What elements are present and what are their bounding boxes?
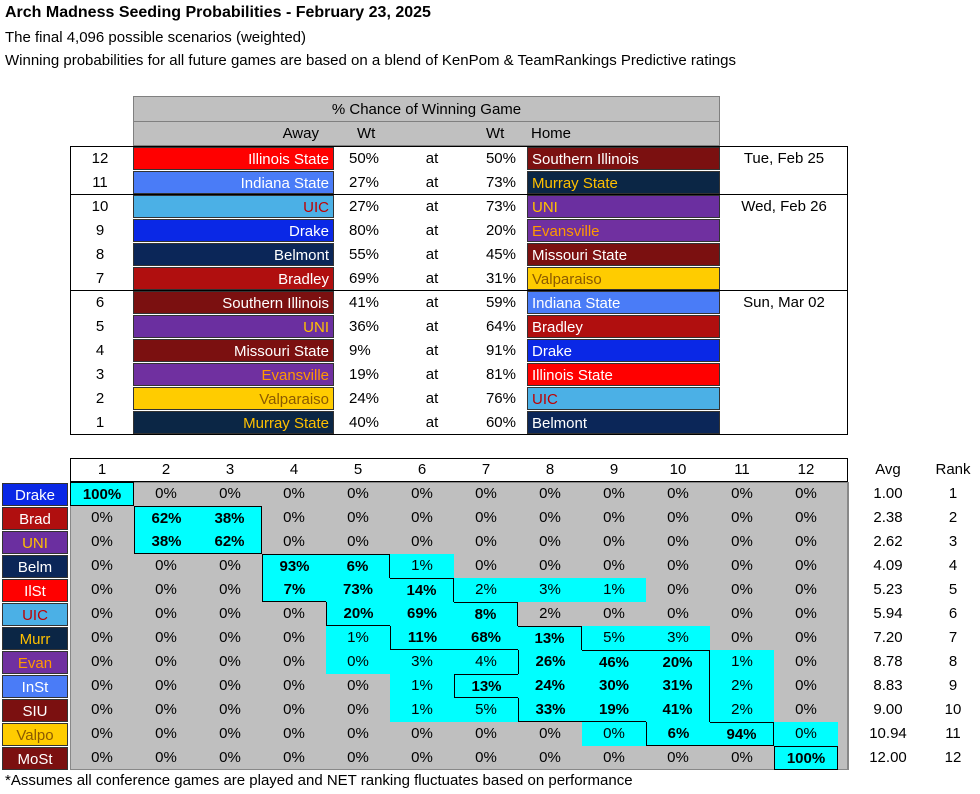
seed-probability: 0%: [603, 749, 625, 766]
game-number: 2: [95, 390, 105, 407]
seed-probability: 2%: [731, 701, 753, 718]
seed-probability: 0%: [539, 557, 561, 574]
team-label: InSt: [2, 675, 68, 698]
seed-probability: 69%: [406, 605, 438, 622]
seed-probability: 46%: [582, 650, 646, 674]
seed-probability: 3%: [539, 581, 561, 598]
avg-seed: 4.09: [873, 557, 903, 574]
seed-header: 7: [481, 461, 491, 478]
seed-probability: 0%: [475, 509, 497, 526]
game-number: 3: [95, 366, 105, 383]
home-win-pct: 31%: [485, 270, 516, 287]
seed-probability: 0%: [731, 485, 753, 502]
seed-probability: 0%: [603, 485, 625, 502]
seed-probability: 0%: [283, 509, 305, 526]
game-number: 6: [95, 294, 105, 311]
team-label: Drake: [2, 483, 68, 506]
seed-probability: 6%: [326, 554, 390, 578]
seed-probability: 0%: [155, 749, 177, 766]
avg-seed: 5.94: [873, 605, 903, 622]
at-label: at: [425, 414, 439, 431]
seed-probability: 0%: [539, 725, 561, 742]
rank: 7: [948, 629, 958, 646]
seed-probability: 1%: [731, 653, 753, 670]
col-away-header: Away: [282, 125, 319, 142]
seed-probability: 0%: [219, 653, 241, 670]
seed-header: 12: [797, 461, 815, 478]
seed-probability: 0%: [411, 533, 433, 550]
away-win-pct: 36%: [349, 318, 380, 335]
seed-probability: 0%: [91, 701, 113, 718]
seed-probability: 100%: [70, 482, 134, 506]
avg-seed: 9.00: [873, 701, 903, 718]
away-win-pct: 40%: [349, 414, 380, 431]
rank: 8: [948, 653, 958, 670]
team-label: MoSt: [2, 747, 68, 770]
avg-seed: 2.38: [873, 509, 903, 526]
seed-probability: 0%: [347, 749, 369, 766]
at-label: at: [425, 222, 439, 239]
seed-probability: 0%: [539, 509, 561, 526]
game-number: 9: [95, 222, 105, 239]
away-win-pct: 41%: [349, 294, 380, 311]
seed-probability: 0%: [283, 533, 305, 550]
seed-probability: 0%: [155, 701, 177, 718]
seed-probability: 0%: [91, 677, 113, 694]
away-team: Bradley: [133, 267, 334, 290]
seed-probability: 0%: [283, 605, 305, 622]
seed-probability: 0%: [347, 485, 369, 502]
seed-probability: 0%: [155, 485, 177, 502]
away-team: Murray State: [133, 411, 334, 434]
seed-probability: 0%: [347, 653, 369, 670]
home-team: Drake: [527, 339, 720, 362]
seed-header: 1: [97, 461, 107, 478]
seed-probability: 0%: [603, 557, 625, 574]
seed-probability: 2%: [731, 677, 753, 694]
home-team: Bradley: [527, 315, 720, 338]
away-win-pct: 69%: [349, 270, 380, 287]
seed-probability: 20%: [326, 602, 390, 626]
seed-probability: 0%: [219, 725, 241, 742]
away-win-pct: 9%: [349, 342, 371, 359]
seed-probability: 0%: [91, 581, 113, 598]
home-win-pct: 45%: [485, 246, 516, 263]
seed-probability: 0%: [283, 653, 305, 670]
home-win-pct: 76%: [485, 390, 516, 407]
seed-probability: 0%: [347, 701, 369, 718]
seed-probability: 19%: [582, 698, 646, 722]
seed-probability: 0%: [731, 533, 753, 550]
seed-probability: 5%: [475, 701, 497, 718]
game-number: 4: [95, 342, 105, 359]
away-team: Evansville: [133, 363, 334, 386]
home-win-pct: 73%: [485, 174, 516, 191]
team-label: UNI: [2, 531, 68, 554]
seed-probability: 0%: [475, 533, 497, 550]
seed-probability: 62%: [198, 530, 262, 554]
seed-probability: 2%: [539, 605, 561, 622]
away-team: Indiana State: [133, 171, 334, 194]
away-team: Valparaiso: [133, 387, 334, 410]
seed-probability: 0%: [91, 749, 113, 766]
seed-probability: 0%: [795, 509, 817, 526]
games-header-title: % Chance of Winning Game: [331, 101, 522, 118]
seed-probability: 0%: [731, 581, 753, 598]
away-win-pct: 27%: [349, 198, 380, 215]
at-label: at: [425, 174, 439, 191]
seed-header: 10: [669, 461, 687, 478]
seed-probability: 0%: [411, 509, 433, 526]
page-note: Winning probabilities for all future games are based on a blend of KenPom & TeamRankings Predictive ratings: [5, 52, 736, 69]
seed-header: 2: [161, 461, 171, 478]
avg-seed: 12.00: [869, 749, 907, 766]
team-label: Murr: [2, 627, 68, 650]
game-date: Sun, Mar 02: [743, 294, 825, 311]
seed-probability: 0%: [283, 749, 305, 766]
seed-probability: 8%: [454, 602, 518, 626]
at-label: at: [425, 150, 439, 167]
away-team: Illinois State: [133, 147, 334, 170]
seed-header: 6: [417, 461, 427, 478]
seed-probability: 11%: [390, 626, 454, 650]
at-label: at: [425, 198, 439, 215]
seed-probability: 0%: [283, 485, 305, 502]
seed-probability: 0%: [91, 725, 113, 742]
seed-probability: 94%: [710, 722, 774, 746]
seed-probability: 3%: [411, 653, 433, 670]
seed-probability: 1%: [411, 701, 433, 718]
seed-probability: 4%: [475, 653, 497, 670]
seed-probability: 7%: [262, 578, 326, 602]
seed-probability: 0%: [91, 605, 113, 622]
seed-probability: 1%: [411, 677, 433, 694]
seed-probability: 0%: [219, 629, 241, 646]
seed-probability: 38%: [198, 506, 262, 530]
seed-probability: 0%: [219, 677, 241, 694]
at-label: at: [425, 390, 439, 407]
seed-probability: 0%: [283, 701, 305, 718]
seed-probability: 100%: [774, 746, 838, 770]
at-label: at: [425, 270, 439, 287]
seed-probability: 0%: [91, 533, 113, 550]
seed-header: 4: [289, 461, 299, 478]
seed-probability: 0%: [795, 653, 817, 670]
col-home-header: Home: [531, 125, 572, 142]
game-date: Wed, Feb 26: [741, 198, 827, 215]
seed-probability: 0%: [411, 749, 433, 766]
rank: 11: [945, 725, 961, 742]
home-win-pct: 73%: [485, 198, 516, 215]
seed-probability: 0%: [155, 629, 177, 646]
seed-probability: 0%: [667, 581, 689, 598]
team-label: Valpo: [2, 723, 68, 746]
page-title: Arch Madness Seeding Probabilities - February 23, 2025: [5, 4, 431, 21]
seed-probability: 0%: [347, 677, 369, 694]
seed-probability: 0%: [795, 485, 817, 502]
seed-probability: 0%: [603, 605, 625, 622]
at-label: at: [425, 318, 439, 335]
home-team: Southern Illinois: [527, 147, 720, 170]
rank: 2: [948, 509, 958, 526]
rank: 10: [944, 701, 962, 718]
away-team: Belmont: [133, 243, 334, 266]
away-team: Missouri State: [133, 339, 334, 362]
team-label: Brad: [2, 507, 68, 530]
away-team: UIC: [133, 195, 334, 218]
seed-probability: 26%: [518, 650, 582, 674]
home-win-pct: 91%: [485, 342, 516, 359]
seed-probability: 13%: [454, 674, 518, 698]
seed-probability: 0%: [667, 533, 689, 550]
seed-probability: 0%: [795, 533, 817, 550]
seed-probability: 0%: [283, 677, 305, 694]
avg-seed: 7.20: [873, 629, 903, 646]
game-date: Tue, Feb 25: [743, 150, 825, 167]
seed-probability: 3%: [667, 629, 689, 646]
home-team: Evansville: [527, 219, 720, 242]
seed-probability: 0%: [539, 749, 561, 766]
seed-probability: 73%: [342, 581, 374, 598]
seed-probability: 0%: [667, 557, 689, 574]
footnote: *Assumes all conference games are played and NET ranking fluctuates based on performance: [5, 772, 633, 789]
rank: 6: [948, 605, 958, 622]
team-label: Belm: [2, 555, 68, 578]
game-number: 7: [95, 270, 105, 287]
at-label: at: [425, 366, 439, 383]
away-win-pct: 55%: [349, 246, 380, 263]
avg-seed: 1.00: [873, 485, 903, 502]
seed-probability: 0%: [155, 581, 177, 598]
team-label: IlSt: [2, 579, 68, 602]
team-label: SIU: [2, 699, 68, 722]
seed-probability: 0%: [155, 725, 177, 742]
seed-probability: 0%: [795, 725, 817, 742]
away-team: Southern Illinois: [133, 291, 334, 314]
home-team: UIC: [527, 387, 720, 410]
col-away-wt-header: Wt: [357, 125, 376, 142]
seed-probability: 0%: [475, 725, 497, 742]
seed-probability: 0%: [155, 557, 177, 574]
seed-probability: 33%: [518, 698, 582, 722]
seed-probability: 1%: [603, 581, 625, 598]
seed-probability: 0%: [667, 749, 689, 766]
home-team: Valparaiso: [527, 267, 720, 290]
seed-probability: 0%: [347, 509, 369, 526]
seed-probability: 41%: [646, 698, 710, 722]
seed-probability: 0%: [411, 485, 433, 502]
seed-probability: 0%: [603, 725, 625, 742]
rank: 3: [948, 533, 958, 550]
seed-probability: 0%: [539, 533, 561, 550]
seed-probability: 0%: [219, 701, 241, 718]
seed-probability: 6%: [646, 722, 710, 746]
at-label: at: [425, 342, 439, 359]
home-team: Indiana State: [527, 291, 720, 314]
seed-probability: 0%: [795, 557, 817, 574]
rank: 9: [948, 677, 958, 694]
seed-probability: 0%: [475, 485, 497, 502]
game-number: 8: [95, 246, 105, 263]
rank: 1: [948, 485, 958, 502]
seed-probability: 0%: [795, 701, 817, 718]
home-win-pct: 50%: [485, 150, 516, 167]
avg-header: Avg: [875, 461, 901, 478]
seed-probability: 93%: [262, 554, 326, 578]
seed-probability: 0%: [731, 509, 753, 526]
seed-probability: 0%: [667, 509, 689, 526]
seed-probability: 0%: [347, 533, 369, 550]
seed-header: 3: [225, 461, 235, 478]
avg-seed: 8.78: [873, 653, 903, 670]
seed-probability: 38%: [134, 530, 198, 554]
home-team: Belmont: [527, 411, 720, 434]
seed-probability: 0%: [155, 677, 177, 694]
seed-probability: 0%: [91, 557, 113, 574]
seed-probability: 0%: [219, 485, 241, 502]
seed-probability: 1%: [347, 629, 369, 646]
seed-header: 9: [609, 461, 619, 478]
seed-probability: 0%: [731, 749, 753, 766]
avg-seed: 2.62: [873, 533, 903, 550]
seed-probability: 0%: [795, 581, 817, 598]
avg-seed: 5.23: [873, 581, 903, 598]
at-label: at: [425, 246, 439, 263]
home-win-pct: 81%: [485, 366, 516, 383]
seed-header: 11: [734, 461, 750, 478]
seed-probability: 0%: [475, 557, 497, 574]
away-win-pct: 80%: [349, 222, 380, 239]
team-label: UIC: [2, 603, 68, 626]
away-win-pct: 19%: [349, 366, 380, 383]
seed-probability: 24%: [534, 677, 566, 694]
home-win-pct: 60%: [485, 414, 516, 431]
seed-probability: 5%: [603, 629, 625, 646]
seed-probability: 0%: [91, 509, 113, 526]
at-label: at: [425, 294, 439, 311]
seed-probability: 0%: [795, 677, 817, 694]
away-win-pct: 24%: [349, 390, 380, 407]
seed-probability: 0%: [219, 581, 241, 598]
game-number: 10: [91, 198, 109, 215]
seed-probability: 0%: [795, 629, 817, 646]
seed-probability: 0%: [219, 605, 241, 622]
seed-probability: 0%: [603, 533, 625, 550]
avg-seed: 8.83: [873, 677, 903, 694]
away-team: Drake: [133, 219, 334, 242]
seed-probability: 0%: [667, 605, 689, 622]
seed-probability: 0%: [219, 557, 241, 574]
seed-probability: 62%: [134, 506, 198, 530]
game-number: 11: [92, 174, 108, 191]
seed-probability: 20%: [646, 650, 710, 674]
home-team: Illinois State: [527, 363, 720, 386]
seed-probability: 13%: [518, 626, 582, 650]
seed-probability: 0%: [91, 653, 113, 670]
seed-probability: 30%: [598, 677, 630, 694]
away-win-pct: 50%: [349, 150, 380, 167]
rank: 4: [948, 557, 958, 574]
seed-probability: 0%: [667, 485, 689, 502]
seed-probability: 0%: [155, 605, 177, 622]
team-label: Evan: [2, 651, 68, 674]
seed-probability: 0%: [603, 509, 625, 526]
seed-probability: 1%: [411, 557, 433, 574]
seed-probability: 0%: [731, 557, 753, 574]
home-team: UNI: [527, 195, 720, 218]
seed-probability: 0%: [347, 725, 369, 742]
game-number: 5: [95, 318, 105, 335]
seed-header: 5: [353, 461, 363, 478]
home-team: Missouri State: [527, 243, 720, 266]
col-home-wt-header: Wt: [486, 125, 505, 142]
seed-probability: 31%: [646, 674, 710, 698]
seed-probability: 0%: [411, 725, 433, 742]
seed-probability: 0%: [219, 749, 241, 766]
home-win-pct: 20%: [485, 222, 516, 239]
game-number: 12: [91, 150, 109, 167]
seed-probability: 0%: [91, 629, 113, 646]
seed-header: 8: [545, 461, 555, 478]
away-team: UNI: [133, 315, 334, 338]
rank: 5: [948, 581, 958, 598]
away-win-pct: 27%: [349, 174, 380, 191]
seed-probability: 0%: [475, 749, 497, 766]
seed-probability: 14%: [390, 578, 454, 602]
seed-probability: 0%: [731, 629, 753, 646]
seed-probability: 2%: [475, 581, 497, 598]
home-team: Murray State: [527, 171, 720, 194]
seed-probability: 68%: [454, 626, 518, 650]
avg-seed: 10.94: [869, 725, 907, 742]
page-subtitle: The final 4,096 possible scenarios (weighted): [5, 29, 307, 46]
seed-probability: 0%: [795, 605, 817, 622]
home-win-pct: 64%: [485, 318, 516, 335]
home-win-pct: 59%: [485, 294, 516, 311]
seed-probability: 0%: [155, 653, 177, 670]
seed-probability: 0%: [539, 485, 561, 502]
seed-probability: 0%: [731, 605, 753, 622]
rank-header: Rank: [935, 461, 971, 478]
game-number: 1: [95, 414, 105, 431]
rank: 12: [944, 749, 962, 766]
seed-probability: 0%: [283, 629, 305, 646]
seed-probability: 0%: [283, 725, 305, 742]
